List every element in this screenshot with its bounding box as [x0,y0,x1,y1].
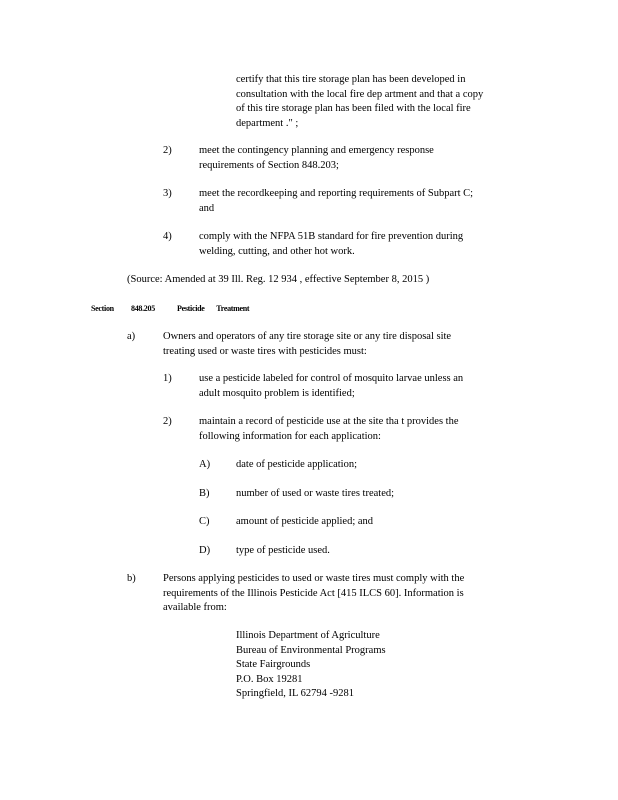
section-number: 848.205 [131,304,155,313]
subsection-label: b) [127,573,136,584]
address-line: Illinois Department of Agriculture [236,630,380,641]
subitem-text: date of pesticide application; [236,459,357,470]
subsection-label: a) [127,331,136,342]
item-text: meet the recordkeeping and reporting requirements of Subpart C; and [199,188,474,214]
section-title: Pesticide Treatment [177,304,250,313]
address-line: P.O. Box 19281 [236,673,303,685]
item-text: maintain a record of pesticide use at the site tha t provides the following information for each application: [199,416,459,442]
item-text: comply with the NFPA 51B standard for fire prevention during welding, cutting, and other hot work. [199,231,464,257]
item-number: 3) [163,188,172,199]
address-line: State Fairgrounds [236,659,311,670]
subitem-text: type of pesticide used. [236,545,330,556]
address-line: Bureau of Environmental Programs [236,644,386,656]
continuation-paragraph: certify that this tire storage plan has been developed in consultation with the local fire dep artment and that a copy of this tire storage plan has been filed with the local fire department ." ; [236,74,484,129]
section-label: Section [91,304,114,313]
subitem-letter: C) [199,516,210,527]
subsection-text: Persons applying pesticides to used or waste tires must comply with the requirements of the Illinois Pesticide Act [415 ILCS 60]. Information is available from: [163,573,465,613]
source-note: (Source: Amended at 39 Ill. Reg. 12 934 , effective September 8, 2015 ) [127,274,430,285]
subitem-letter: A) [199,459,211,470]
subitem-letter: D) [199,545,211,556]
item-text: meet the contingency planning and emergency response requirements of Section 848.203; [199,145,434,171]
item-number: 1) [163,373,172,384]
subitem-letter: B) [199,488,210,499]
subitem-text: amount of pesticide applied; and [236,516,374,527]
address-block [236,629,456,702]
item-text: use a pesticide labeled for control of mosquito larvae unless an adult mosquito problem is identified; [199,373,464,399]
subsection-text: Owners and operators of any tire storage site or any tire disposal site treating used or waste tires with pesticides must: [163,331,452,357]
address-line: Springfield, IL 62794 -9281 [236,688,355,699]
subitem-text: number of used or waste tires treated; [236,488,395,499]
item-number: 2) [163,416,172,427]
item-number: 2) [163,145,172,156]
item-number: 4) [163,231,172,242]
